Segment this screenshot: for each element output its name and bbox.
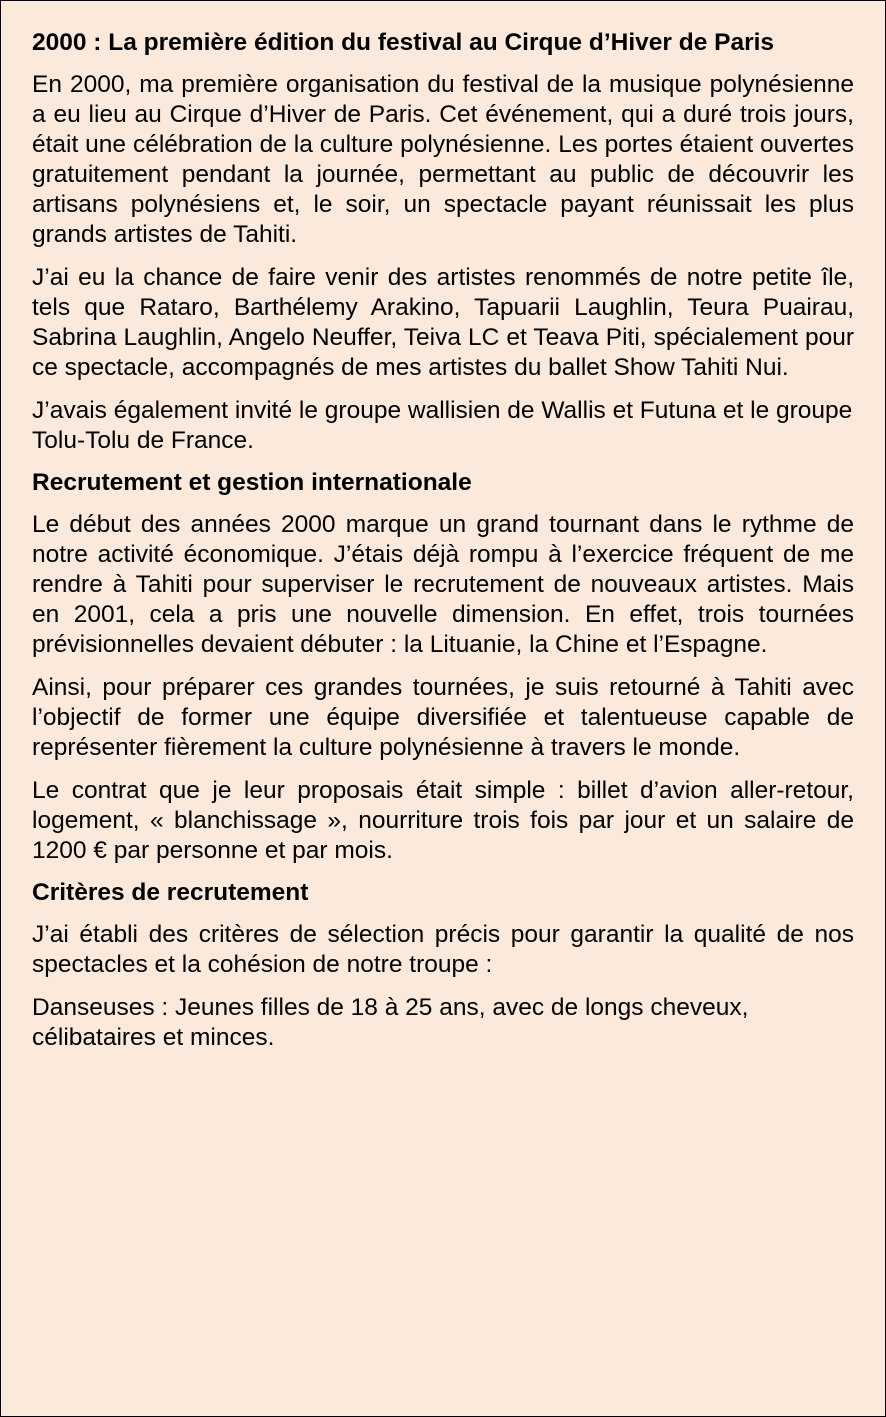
paragraph: J’ai eu la chance de faire venir des artistes renommés de notre petite île, tels que Rataro, Barthélemy Arakino, Tapuarii Laughlin, Teura Puairau, Sabrina Laughlin, Angelo Neuffer, Teiva LC et Teava Piti, spécialement pour ce spectacle, accompagnés de mes artistes du ballet Show Tahiti Nui. xyxy=(32,264,854,381)
paragraph: En 2000, ma première organisation du festival de la musique polynésienne a eu lieu au Cirque d’Hiver de Paris. Cet événement, qui a duré trois jours, était une célébration de la culture polynésienne. Les portes étaient ouvertes gratuitement pendant la journée, permettant au public de découvrir les artisans polynésiens et, le soir, un spectacle payant réunissait les plus grands artistes de Tahiti. xyxy=(32,71,854,248)
paragraph: Ainsi, pour préparer ces grandes tournées, je suis retourné à Tahiti avec l’objectif de former une équipe diversifiée et talentueuse capable de représenter fièrement la culture polynésienne à travers le monde. xyxy=(32,674,854,761)
document-content xyxy=(32,29,854,1066)
section-heading-criteres: Critères de recrutement xyxy=(32,879,309,906)
paragraph: J’avais également invité le groupe wallisien de Wallis et Futuna et le groupe Tolu-Tolu de France. xyxy=(32,397,853,454)
section-heading-festival: 2000 : La première édition du festival au Cirque d’Hiver de Paris xyxy=(32,29,775,56)
paragraph: Le contrat que je leur proposais était simple : billet d’avion aller-retour, logement, « blanchissage », nourriture trois fois par jour et un salaire de 1200 € par personne et par mois. xyxy=(32,777,854,864)
paragraph: Danseuses : Jeunes filles de 18 à 25 ans, avec de longs cheveux, célibataires et minces. xyxy=(32,994,749,1051)
paragraph: J’ai établi des critères de sélection précis pour garantir la qualité de nos spectacles et la cohésion de notre troupe : xyxy=(32,921,854,978)
section-heading-recrutement: Recrutement et gestion internationale xyxy=(32,469,472,496)
paragraph: Le début des années 2000 marque un grand tournant dans le rythme de notre activité économique. J’étais déjà rompu à l’exercice fréquent de me rendre à Tahiti pour superviser le recrutement de nouveaux artistes. Mais en 2001, cela a pris une nouvelle dimension. En effet, trois tournées prévisionnelles devaient débuter : la Lituanie, la Chine et l’Espagne. xyxy=(32,511,854,658)
